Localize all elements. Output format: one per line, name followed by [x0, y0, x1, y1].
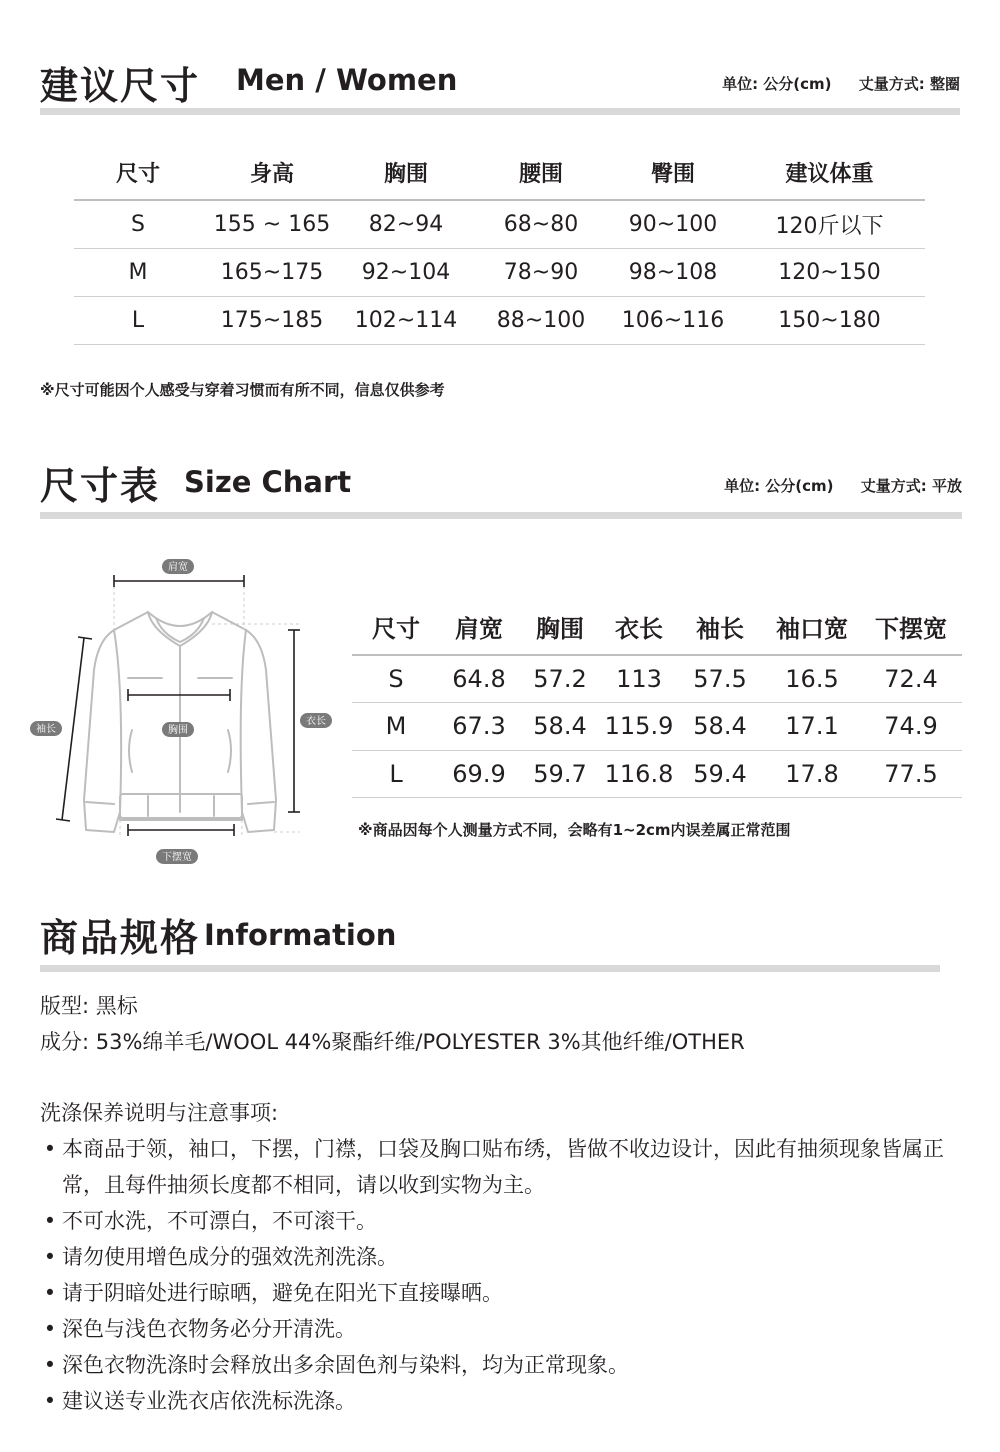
care-item-text: 本商品于领，袖口，下摆，门襟，口袋及胸口贴布绣，皆做不收边设计，因此有抽须现象皆属正常，且每件抽须长度都不相同，请以收到实物为主。: [62, 1137, 944, 1197]
care-item: [40, 1275, 950, 1311]
recommend-method-label: 丈量方式: 整圈: [858, 75, 960, 93]
header-cell: 袖口宽: [764, 603, 860, 655]
sleeve-tag: [30, 721, 62, 736]
size-cell: M: [74, 248, 202, 296]
table-cell: 17.8: [764, 750, 860, 798]
header-cell: 臀围: [612, 150, 734, 200]
care-item-text: 深色与浅色衣物务必分开清洗。: [62, 1317, 356, 1341]
table-cell: 88~100: [470, 296, 612, 344]
info-title-cn: 商品规格: [40, 916, 201, 960]
care-item: [40, 1347, 950, 1383]
table-row: [352, 750, 962, 798]
table-cell: 72.4: [860, 655, 962, 703]
table-cell: 115.9: [602, 703, 676, 751]
table-cell: 59.4: [676, 750, 764, 798]
jacket-diagram: [28, 550, 348, 870]
table-cell: 90~100: [612, 200, 734, 248]
recommend-table: [74, 150, 925, 345]
size-cell: S: [74, 200, 202, 248]
table-cell: 67.3: [440, 703, 518, 751]
table-cell: 120~150: [734, 248, 925, 296]
care-item-text: 请勿使用增色成分的强效洗剂洗涤。: [62, 1245, 398, 1269]
header-cell: 袖长: [676, 603, 764, 655]
table-cell: 113: [602, 655, 676, 703]
recommend-note: ※尺寸可能因个人感受与穿着习惯而有所不同，信息仅供参考: [40, 381, 445, 399]
header-cell: 尺寸: [74, 150, 202, 200]
recommend-header: [40, 55, 960, 108]
table-cell: 116.8: [602, 750, 676, 798]
table-cell: 165~175: [202, 248, 342, 296]
table-cell: 59.7: [518, 750, 602, 798]
sizechart-header: [40, 455, 962, 508]
bullet-icon: •: [43, 1137, 57, 1161]
table-cell: 82~94: [342, 200, 470, 248]
table-cell: 16.5: [764, 655, 860, 703]
bullet-icon: •: [43, 1245, 57, 1269]
table-row: [74, 248, 925, 296]
table-cell: 155 ~ 165: [202, 200, 342, 248]
table-cell: 69.9: [440, 750, 518, 798]
shoulder-label: 肩宽: [168, 562, 188, 573]
shoulder-tag: [162, 559, 194, 574]
header-cell: 建议体重: [734, 150, 925, 200]
table-cell: 68~80: [470, 200, 612, 248]
table-cell: 57.2: [518, 655, 602, 703]
info-divider: [40, 965, 940, 972]
table-cell: 77.5: [860, 750, 962, 798]
table-cell: 175~185: [202, 296, 342, 344]
table-cell: 58.4: [676, 703, 764, 751]
care-item-text: 建议送专业洗衣店依洗标洗涤。: [62, 1389, 356, 1413]
recommend-unit-label: 单位: 公分(cm): [722, 75, 832, 93]
header-cell: 身高: [202, 150, 342, 200]
recommend-unit: [700, 73, 960, 94]
size-cell: L: [352, 750, 440, 798]
composition-line: 成分: 53%绵羊毛/WOOL 44%聚酯纤维/POLYESTER 3%其他纤维/OTHER: [40, 1030, 745, 1054]
sizechart-unit-label: 单位: 公分(cm): [724, 477, 834, 495]
care-item: [40, 1239, 950, 1275]
sizechart-title-en: Size Chart: [184, 465, 352, 499]
size-table: [352, 603, 962, 798]
table-cell: 102~114: [342, 296, 470, 344]
table-cell: 150~180: [734, 296, 925, 344]
recommend-title-en: Men / Women: [236, 63, 458, 97]
bullet-icon: •: [43, 1317, 57, 1341]
care-item: [40, 1383, 950, 1419]
header-cell: 肩宽: [440, 603, 518, 655]
bullet-icon: •: [43, 1209, 57, 1233]
header-cell: 胸围: [342, 150, 470, 200]
table-cell: 57.5: [676, 655, 764, 703]
size-cell: M: [352, 703, 440, 751]
table-cell: 120斤以下: [734, 200, 925, 248]
chest-tag: [162, 722, 194, 737]
table-header-row: [74, 150, 925, 200]
table-cell: 106~116: [612, 296, 734, 344]
table-header-row: [352, 603, 962, 655]
header-cell: 尺寸: [352, 603, 440, 655]
care-item-text: 不可水洗，不可漂白，不可滚干。: [62, 1209, 377, 1233]
header-cell: 腰围: [470, 150, 612, 200]
table-row: [352, 655, 962, 703]
bullet-icon: •: [43, 1389, 57, 1413]
care-item: [40, 1203, 950, 1239]
care-title: 洗涤保养说明与注意事项:: [40, 1101, 279, 1125]
table-cell: 64.8: [440, 655, 518, 703]
hem-label: 下摆宽: [162, 852, 192, 863]
length-label: 衣长: [306, 716, 326, 727]
table-cell: 17.1: [764, 703, 860, 751]
care-item-text: 深色衣物洗涤时会释放出多余固色剂与染料，均为正常现象。: [62, 1353, 629, 1377]
table-row: [74, 200, 925, 248]
size-cell: L: [74, 296, 202, 344]
sleeve-measure-line: [62, 638, 84, 820]
recommend-divider: [40, 108, 960, 115]
table-row: [352, 703, 962, 751]
bullet-icon: •: [43, 1353, 57, 1377]
chest-label: 胸围: [168, 725, 188, 736]
sleeve-label: 袖长: [36, 724, 56, 735]
care-item: [40, 1311, 950, 1347]
info-title-en: Information: [204, 918, 397, 952]
sizechart-note: ※商品因每个人测量方式不同，会略有1~2cm内误差属正常范围: [358, 821, 791, 839]
header-cell: 下摆宽: [860, 603, 962, 655]
table-row: [74, 296, 925, 344]
header-cell: 胸围: [518, 603, 602, 655]
size-cell: S: [352, 655, 440, 703]
sizechart-title-cn: 尺寸表: [40, 464, 161, 508]
recommend-title-cn: 建议尺寸: [40, 64, 201, 108]
care-item: [40, 1131, 950, 1203]
table-cell: 74.9: [860, 703, 962, 751]
jacket-collar: [148, 612, 212, 646]
table-cell: 98~108: [612, 248, 734, 296]
bullet-icon: •: [43, 1281, 57, 1305]
sizechart-method-label: 丈量方式: 平放: [860, 477, 962, 495]
fit-line: 版型: 黑标: [40, 994, 138, 1018]
hem-tag: [156, 849, 198, 864]
care-item-text: 请于阴暗处进行晾晒，避免在阳光下直接曝晒。: [62, 1281, 503, 1305]
jacket-illustration: [28, 550, 348, 870]
sizechart-unit: [702, 475, 962, 496]
table-cell: 78~90: [470, 248, 612, 296]
table-cell: 58.4: [518, 703, 602, 751]
info-header: [40, 907, 940, 960]
length-tag: [300, 713, 332, 728]
sizechart-divider: [40, 512, 962, 519]
header-cell: 衣长: [602, 603, 676, 655]
table-cell: 92~104: [342, 248, 470, 296]
